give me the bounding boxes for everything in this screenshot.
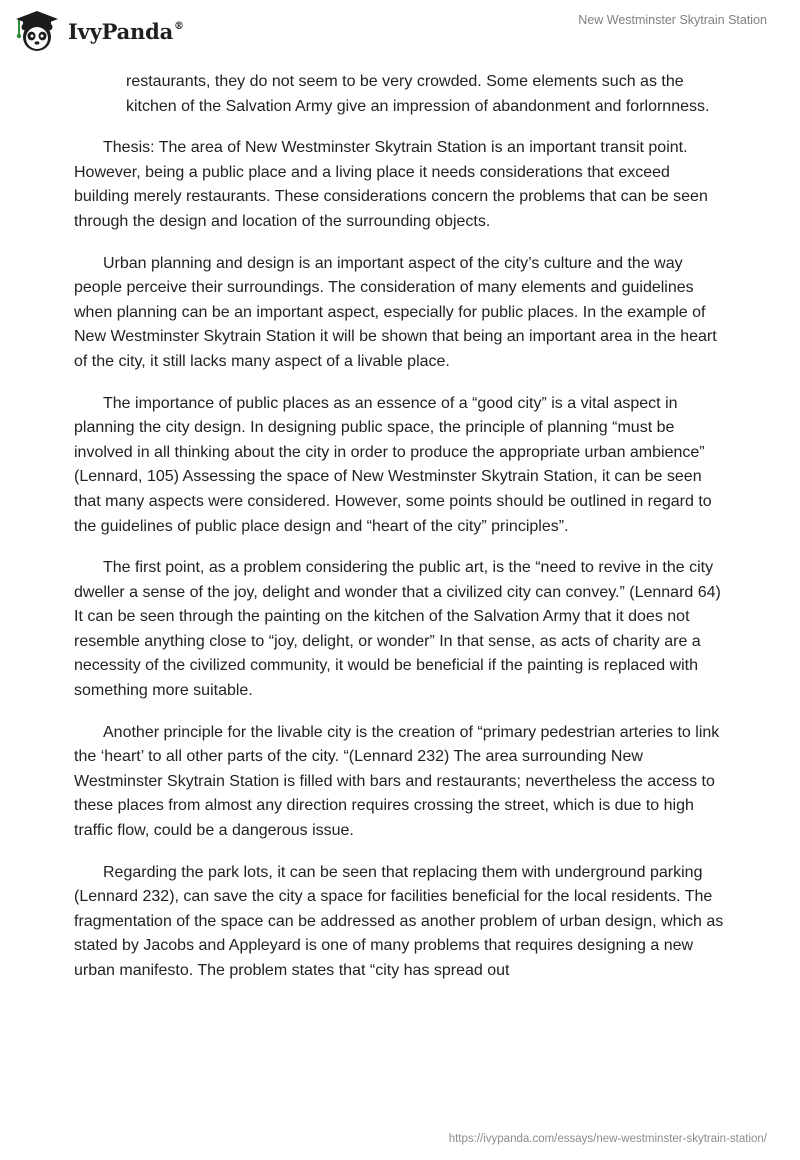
- logo[interactable]: [14, 8, 184, 54]
- brand-name: IvyPanda®: [68, 18, 184, 44]
- document-title: New Westminster Skytrain Station: [578, 13, 767, 27]
- paragraph: The first point, as a problem considering the public art, is the “need to revive in the city dweller a sense of the joy, delight and wonder that a civilized city can convey.” (Lennard 64) It can be seen through the painting on the kitchen of the Salvation Army that it does not resemble anything close to “joy, delight, or wonder” In that sense, as acts of charity are a necessity of the civilized community, it would be beneficial if the painting is replaced with something more suitable.: [74, 559, 721, 700]
- paragraph-continued: restaurants, they do not seem to be very crowded. Some elements such as the kitchen of the Salvation Army give an impression of abandonment and forlornness.: [126, 73, 710, 115]
- source-url[interactable]: https://ivypanda.com/essays/new-westminster-skytrain-station/: [448, 1133, 767, 1145]
- paragraph: Urban planning and design is an important aspect of the city’s culture and the way people perceive their surroundings. The consideration of many elements and guidelines when planning can be an important aspect, especially for public places. In the example of New Westminster Skytrain Station it will be shown that being an important area in the heart of the city, it still lacks many aspect of a livable place.: [74, 254, 717, 370]
- paragraph: Regarding the park lots, it can be seen that replacing them with underground parking (Lennard 232), can save the city a space for facilities beneficial for the local residents. The fragmentation of the space can be addressed as another problem of urban design, which as stated by Jacobs and Appleyard is one of many problems that requires designing a new urban manifesto. The problem states that “city has spread out: [74, 863, 724, 979]
- paragraph: Another principle for the livable city is the creation of “primary pedestrian arteries to link the ‘heart’ to all other parts of the city. “(Lennard 232) The area surrounding New Westminster Skytrain Station is filled with bars and restaurants; nevertheless the access to these places from almost any direction requires crossing the street, which is due to high traffic flow, could be a dangerous issue.: [74, 723, 720, 840]
- registered-mark: ®: [174, 20, 184, 32]
- panda-logo-icon: [14, 9, 60, 53]
- essay-body: [74, 70, 726, 1001]
- paragraph-thesis: Thesis: The area of New Westminster Skytrain Station is an important transit point. However, being a public place and a living place it needs considerations that exceed building merely restaurants. These considerations concern the problems that can be seen through the design and location of the surrounding objects.: [74, 139, 708, 230]
- paragraph: The importance of public places as an essence of a “good city” is a vital aspect in planning the city design. In designing public space, the principle of planning “must be involved in all thinking about the city in order to produce the appropriate urban ambience” (Lennard, 105) Assessing the space of New Westminster Skytrain Station, it can be seen that many aspects were considered. However, some points should be outlined in regard to the guidelines of public place design and “heart of the city” principles”.: [74, 394, 712, 535]
- page-header: [0, 0, 800, 58]
